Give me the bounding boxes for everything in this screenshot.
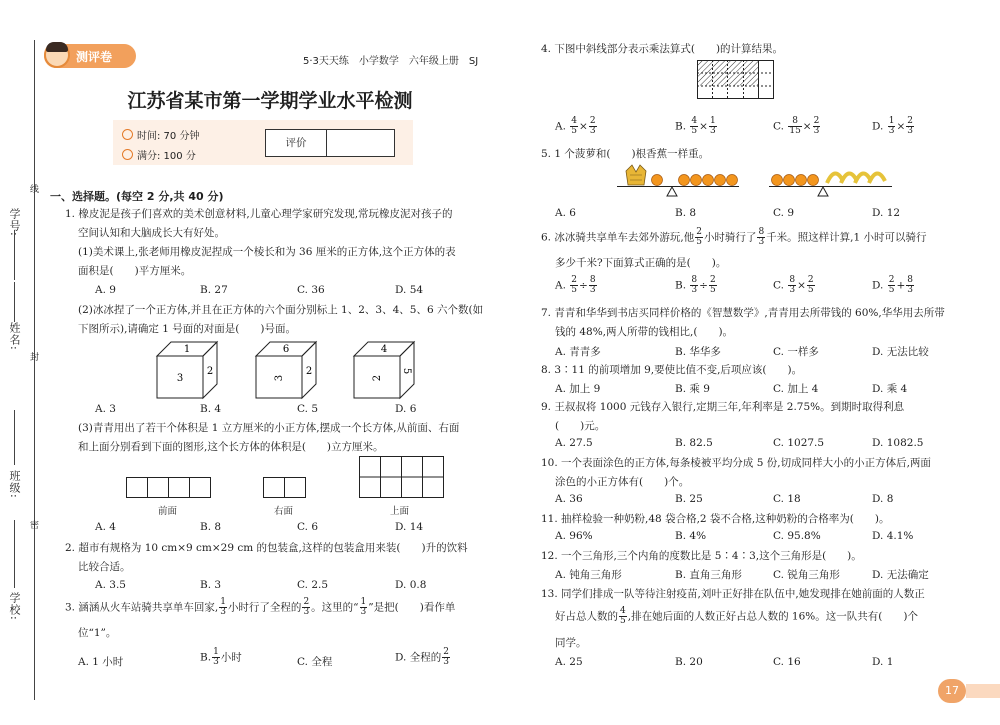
balance-scale-1 [612,163,742,202]
q5-stem: 5. 1 个菠萝和( )根香蕉一样重。 [541,148,710,160]
q13-option[interactable]: C. 16 [773,656,801,668]
badge-label: 测评卷 [76,50,113,64]
q1-part2-option[interactable]: C. 5 [297,403,319,415]
q8-option[interactable]: A. 加上 9 [555,383,601,395]
q10-option[interactable]: C. 18 [773,493,801,505]
q9-option[interactable]: D. 1082.5 [872,437,924,449]
q4-stem: 4. 下图中斜线部分表示乘法算式( )的计算结果。 [541,43,784,55]
fraction: $\frac{2}{3}$ [303,597,310,617]
q3-option-a[interactable]: A. 1 小时 [78,656,124,668]
q1-part1-b: 面积是( )平方厘米。 [78,265,192,277]
page-title: 江苏省某市第一学期学业水平检测 [127,90,413,112]
clock-icon [122,129,133,140]
cube-face-front: 3 [176,373,184,384]
q2-stem-2: 比较合适。 [78,561,131,573]
q1-part2-a: (2)冰冰捏了一个正方体,并且在正方体的六个面分别标上 1、2、3、4、5、6 六个数(如 [78,304,484,316]
seal-feng: 封 [28,352,38,362]
q1-part2-b: 下图所示),请确定 1 号面的对面是( )号面。 [78,323,296,335]
right-view-label: 右面 [274,506,294,517]
q9-stem-1: 9. 王叔叔将 1000 元钱存入银行,定期三年,年利率是 2.75%。到期时取得利息 [541,401,905,413]
q10-option[interactable]: B. 25 [675,493,703,505]
q7-option[interactable]: B. 华华多 [675,346,721,358]
q10-stem-1: 10. 一个表面涂色的正方体,每条棱被平均分成 5 份,切成同样大小的小正方体后,两面 [541,457,931,469]
q13-option[interactable]: D. 1 [872,656,894,668]
q10-option[interactable]: A. 36 [555,493,583,505]
q7-stem-2: 钱的 48%,两人所带的钱相比,( )。 [555,326,734,338]
cube-figure-3 [352,340,422,403]
cube-figure-2 [254,340,324,403]
q12-option[interactable]: D. 无法确定 [872,569,929,581]
q13-stem-1: 13. 同学们排成一队等待注射疫苗,刘叶正好排在队伍中,她发现排在她前面的人数正 [541,588,925,600]
time-text: 时间: 70 分钟 [137,131,200,142]
q9-stem-2: ( )元。 [555,420,606,432]
front-view-grid [126,477,212,502]
check-icon [122,149,133,160]
q9-option[interactable]: B. 82.5 [675,437,713,449]
evaluation-box [265,129,395,157]
q5-option[interactable]: D. 12 [872,207,901,219]
q2-stem-1: 2. 超市有规格为 10 cm×9 cm×29 cm 的包装盒,这样的包装盒用来装( )升的饮料 [65,542,468,554]
q8-option[interactable]: C. 加上 4 [773,383,819,395]
q11-option[interactable]: D. 4.1% [872,530,914,542]
q4-hatched-rectangle [697,60,777,105]
page-number: 17 [938,679,966,703]
q10-stem-2: 涂色的小正方体有( )个。 [555,476,690,488]
q1-part2-option[interactable]: B. 4 [200,403,222,415]
q7-stem-1: 7. 青青和华华到书店买同样价格的《智慧数学》,青青用去所带钱的 60%,华华用去所带 [541,307,945,319]
book-header: 5·3天天练 小学数学 六年级上册 SJ [303,56,479,67]
seal-mi: 密 [28,520,38,530]
q12-option[interactable]: B. 直角三角形 [675,569,742,581]
q4-option[interactable]: B. $\frac{4}{5}$ × $\frac{1}{3}$ [675,116,716,136]
top-view-grid [359,456,445,502]
q1-part1-option[interactable]: D. 54 [395,284,424,296]
q13-stem-2: 好占总人数的 $\frac{4}{5}$ ,排在她后面的人数正好占总人数的 16%。这一队共有( )个 [555,606,918,626]
school-label: 学校: [8,592,21,621]
q6-option[interactable]: B. $\frac{8}{3}$ ÷ $\frac{2}{5}$ [675,275,716,295]
section-heading: 一、选择题。(每空 2 分,共 40 分) [50,190,224,203]
q1-part3-b: 和上面分别看到下面的图形,这个长方体的体积是( )立方厘米。 [78,441,384,453]
q9-option[interactable]: A. 27.5 [555,437,593,449]
cube-face-front: 3 [274,374,285,382]
q9-option[interactable]: C. 1027.5 [773,437,825,449]
cube-figure-1 [155,340,225,403]
q7-option[interactable]: D. 无法比较 [872,346,929,358]
q2-option[interactable]: D. 0.8 [395,579,427,591]
seal-xian: 线 [28,184,38,194]
q13-option[interactable]: B. 20 [675,656,703,668]
q1-part3-option[interactable]: C. 6 [297,521,319,533]
avatar-hair [46,42,68,52]
q2-option[interactable]: B. 3 [200,579,222,591]
q11-option[interactable]: C. 95.8% [773,530,821,542]
page-tab [966,684,1000,698]
q1-stem-1: 1. 橡皮泥是孩子们喜欢的美术创意材料,儿童心理学家研究发现,常玩橡皮泥对孩子的 [65,208,453,220]
balance-scale-2 [765,163,895,202]
q1-part3-option[interactable]: A. 4 [95,521,116,533]
right-view-grid [263,477,307,502]
name-label: 姓名: [8,322,21,351]
class-line [14,410,16,465]
q12-option[interactable]: C. 锐角三角形 [773,569,840,581]
q1-part1-a: (1)美术课上,张老师用橡皮泥捏成一个棱长和为 36 厘米的正方体,这个正方体的表 [78,246,456,258]
q6-option[interactable]: C. $\frac{8}{3}$ × $\frac{2}{5}$ [773,275,814,295]
student-id-line [14,230,16,280]
q3-option-c[interactable]: C. 全程 [297,656,333,668]
cube-face-side: 2 [206,366,214,377]
q7-option[interactable]: A. 青青多 [555,346,601,358]
q4-option[interactable]: A. $\frac{4}{5}$ × $\frac{2}{3}$ [555,116,596,136]
q1-part3-option[interactable]: B. 8 [200,521,222,533]
cube-face-front: 2 [372,374,383,382]
q10-option[interactable]: D. 8 [872,493,894,505]
q1-part1-option[interactable]: C. 36 [297,284,325,296]
cube-face-top: 1 [183,344,191,355]
evaluation-label: 评价 [266,130,327,156]
cube-face-top: 4 [380,344,388,355]
school-line [14,520,16,588]
score-text: 满分: 100 分 [137,151,196,162]
q1-part2-option[interactable]: D. 6 [395,403,417,415]
q8-stem: 8. 3∶11 的前项增加 9,要使比值不变,后项应该( )。 [541,364,803,376]
q5-option[interactable]: B. 8 [675,207,697,219]
q1-part3-a: (3)青青用出了若干个体积是 1 立方厘米的小正方体,摆成一个长方体,从前面、右面 [78,422,460,434]
fraction: $\frac{1}{3}$ [360,597,367,617]
q3-option-d[interactable]: D. 全程的 $\frac{2}{3}$ [395,647,449,667]
q1-part1-option[interactable]: B. 27 [200,284,228,296]
q3-stem-1: 3. 涵涵从火车站骑共享单车回家, $\frac{1}{3}$ 小时行了全程的 $\frac{2}{3}$ 。这里的“ $\frac{1}{3}$ ”是把( )看作单 [65,597,456,617]
fraction: $\frac{1}{3}$ [220,597,226,617]
cube-face-top: 6 [282,344,290,355]
q6-stem-2: 多少千米?下面算式正确的是( )。 [555,257,727,269]
q11-stem: 11. 抽样检验一种奶粉,48 袋合格,2 袋不合格,这种奶粉的合格率为( )。 [541,513,890,525]
q5-option[interactable]: A. 6 [555,207,576,219]
q5-option[interactable]: C. 9 [773,207,795,219]
q1-part3-option[interactable]: D. 14 [395,521,424,533]
q12-option[interactable]: A. 钝角三角形 [555,569,622,581]
q4-option[interactable]: C. $\frac{8}{15}$ × $\frac{2}{3}$ [773,116,820,136]
q3-stem-2: 位“1”。 [78,627,117,639]
q8-option[interactable]: D. 乘 4 [872,383,908,395]
cube-face-side: 2 [305,366,313,377]
front-view-label: 前面 [158,506,178,517]
q1-stem-2: 空间认知和大脑成长大有好处。 [78,227,225,239]
q6-option[interactable]: D. $\frac{2}{5}$ + $\frac{8}{3}$ [872,275,914,295]
binding-line [34,40,35,700]
q2-option[interactable]: C. 2.5 [297,579,329,591]
q3-option-b[interactable]: B. $\frac{1}{3}$ 小时 [200,647,242,667]
q7-option[interactable]: C. 一样多 [773,346,819,358]
score-row [122,147,196,162]
q13-stem-3: 同学。 [555,637,587,649]
q8-option[interactable]: B. 乘 9 [675,383,710,395]
q2-option[interactable]: A. 3.5 [95,579,126,591]
q12-stem: 12. 一个三角形,三个内角的度数比是 5∶4∶3,这个三角形是( )。 [541,550,862,562]
q1-part1-option[interactable]: A. 9 [95,284,116,296]
top-view-label: 上面 [390,506,410,517]
q1-part2-option[interactable]: A. 3 [95,403,116,415]
student-id-label: 学号: [8,208,21,237]
class-label: 班级: [8,470,21,499]
q6-option[interactable]: A. $\frac{2}{5}$ ÷ $\frac{8}{3}$ [555,275,596,295]
q4-option[interactable]: D. $\frac{1}{3}$ × $\frac{2}{3}$ [872,116,914,136]
name-line [14,282,16,322]
q13-option[interactable]: A. 25 [555,656,583,668]
cube-face-side: 5 [401,367,412,375]
q11-option[interactable]: A. 96% [555,530,593,542]
q6-stem-1: 6. 冰冰骑共享单车去郊外游玩,他 $\frac{2}{5}$ 小时骑行了 $\frac{8}{3}$ 千米。照这样计算,1 小时可以骑行 [541,227,927,247]
q11-option[interactable]: B. 4% [675,530,707,542]
time-row [122,127,199,142]
